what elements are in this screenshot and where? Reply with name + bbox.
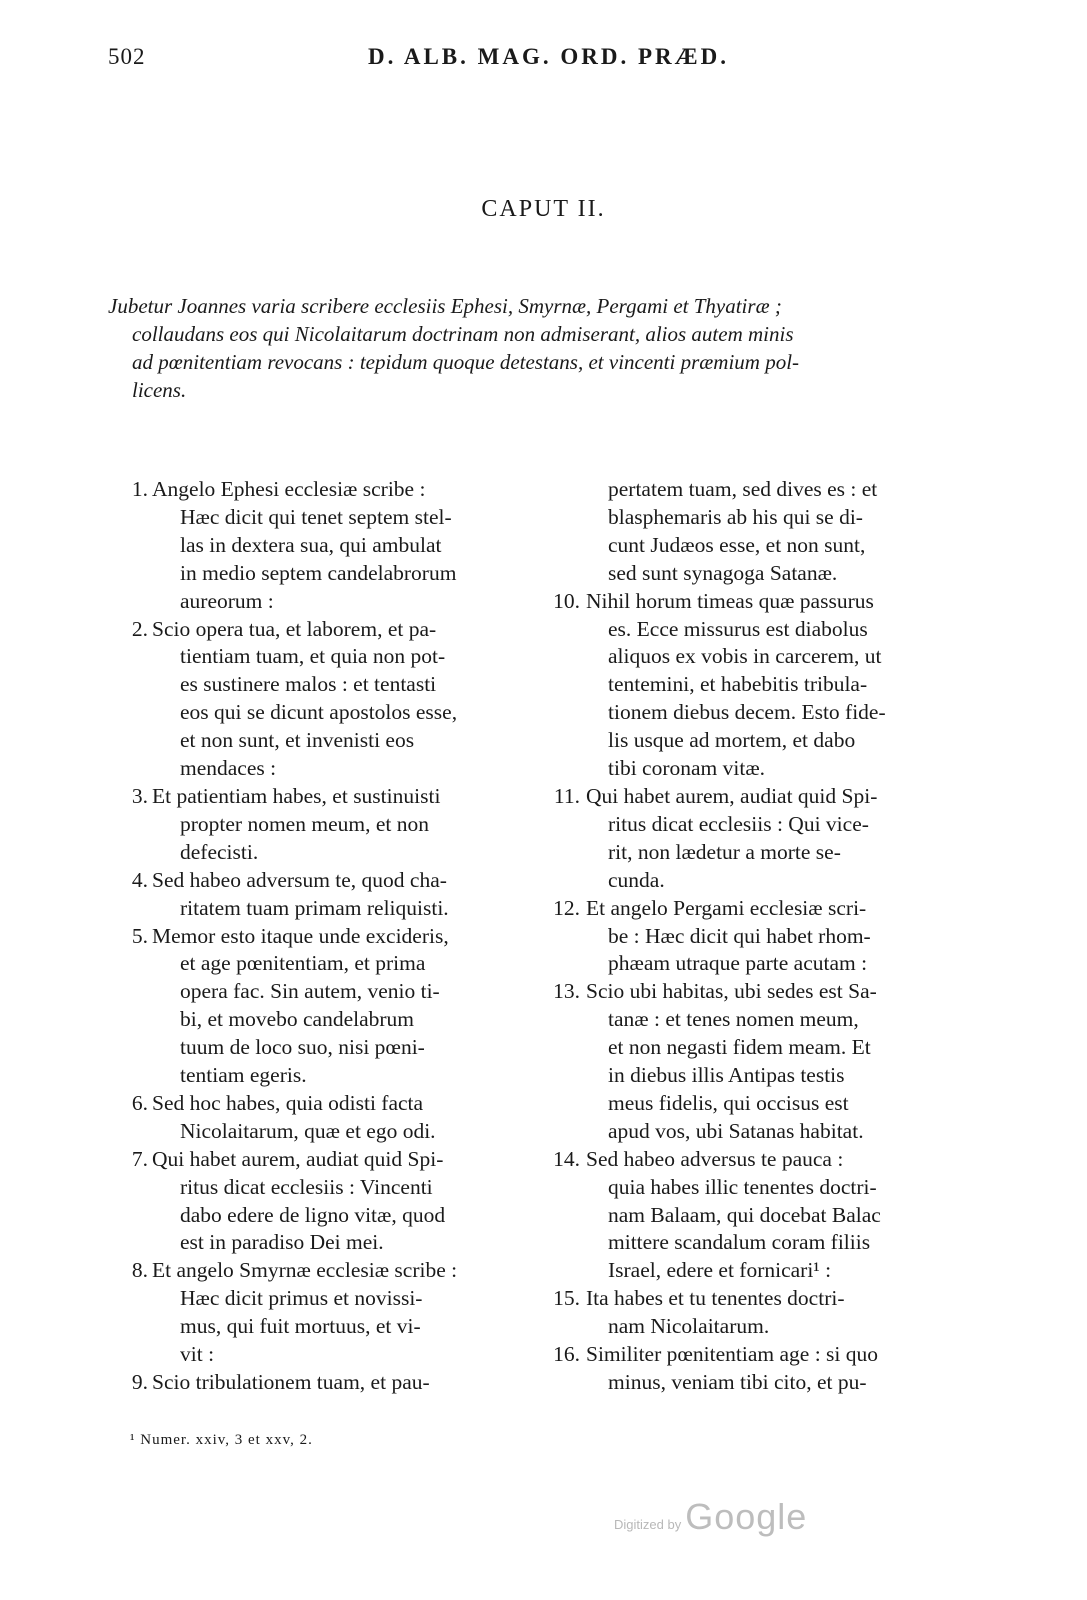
verse-text: tanæ : et tenes nomen meum, bbox=[608, 1007, 859, 1032]
verse-text: defecisti. bbox=[180, 839, 259, 864]
verse-number: 10. bbox=[553, 588, 580, 613]
verse-text: et non sunt, et invenisti eos bbox=[180, 728, 415, 753]
verse-line bbox=[118, 1146, 516, 1174]
verse-line bbox=[540, 616, 945, 644]
verse bbox=[540, 1341, 945, 1397]
digitized-by-google-watermark bbox=[614, 1496, 807, 1538]
verse-text: Scio opera tua, et laborem, et pa- bbox=[152, 616, 437, 641]
verse-number: 5. bbox=[131, 923, 148, 948]
verse-text: rit, non lædetur a morte se- bbox=[608, 839, 841, 864]
verse-text: Sed habeo adversum te, quod cha- bbox=[152, 867, 447, 892]
footnote: ¹ Numer. xxiv, 3 et xxv, 2. bbox=[130, 1432, 313, 1448]
verse bbox=[118, 1257, 516, 1369]
verse-number: 11. bbox=[553, 783, 580, 808]
running-head: D. ALB. MAG. ORD. PRÆD. bbox=[368, 44, 729, 69]
verse-text: Hæc dicit primus et novissi- bbox=[180, 1286, 423, 1311]
verse-number: 15. bbox=[553, 1286, 580, 1311]
verse-text: propter nomen meum, et non bbox=[180, 811, 429, 836]
verse-line bbox=[540, 923, 945, 951]
verse-line bbox=[118, 867, 516, 895]
verse-line bbox=[540, 504, 945, 532]
verse-text: aureorum : bbox=[180, 588, 274, 613]
verse-line bbox=[540, 1257, 945, 1285]
verse bbox=[118, 476, 516, 616]
verse-line bbox=[540, 532, 945, 560]
verse-text: Scio ubi habitas, ubi sedes est Sa- bbox=[586, 979, 877, 1004]
verse-line bbox=[118, 1174, 516, 1202]
verse-text: in medio septem candelabrorum bbox=[180, 560, 457, 585]
verse-number: 14. bbox=[553, 1146, 580, 1171]
verse-text: Et patientiam habes, et sustinuisti bbox=[152, 783, 441, 808]
summary-line: licens. bbox=[132, 378, 187, 402]
verse-text: nam Nicolaitarum. bbox=[608, 1314, 770, 1339]
verse-text: Ita habes et tu tenentes doctri- bbox=[586, 1286, 845, 1311]
verse bbox=[118, 616, 516, 783]
verse-line bbox=[540, 1034, 945, 1062]
verse-line bbox=[540, 1341, 945, 1369]
verse-line bbox=[118, 1118, 516, 1146]
verse-line bbox=[118, 532, 516, 560]
verse-line bbox=[118, 616, 516, 644]
verse-line bbox=[118, 978, 516, 1006]
verse-line bbox=[540, 1313, 945, 1341]
verse-line bbox=[118, 476, 516, 504]
verse bbox=[118, 867, 516, 923]
verse-text: tuum de loco suo, nisi pœni- bbox=[180, 1035, 425, 1060]
verse-number: 8. bbox=[131, 1258, 148, 1283]
verse bbox=[118, 783, 516, 867]
verse-text: Memor esto itaque unde excideris, bbox=[152, 923, 449, 948]
verse-line bbox=[118, 1285, 516, 1313]
verse-text: meus fidelis, qui occisus est bbox=[608, 1090, 849, 1115]
verse-line bbox=[118, 1313, 516, 1341]
verse-line bbox=[118, 1341, 516, 1369]
verse-text: opera fac. Sin autem, venio ti- bbox=[180, 979, 440, 1004]
verse-text: Similiter pœnitentiam age : si quo bbox=[586, 1342, 879, 1367]
verse-line bbox=[118, 671, 516, 699]
chapter-summary bbox=[108, 292, 948, 404]
verse-line bbox=[540, 1174, 945, 1202]
verse-line bbox=[540, 643, 945, 671]
verse-text: ritus dicat ecclesiis : Vincenti bbox=[180, 1174, 433, 1199]
verse-number: 13. bbox=[553, 979, 580, 1004]
verse-line bbox=[540, 783, 945, 811]
verse-text: phæam utraque parte acutam : bbox=[608, 951, 868, 976]
verse-line bbox=[540, 1118, 945, 1146]
verse-text: aliquos ex vobis in carcerem, ut bbox=[608, 644, 882, 669]
right-column bbox=[540, 476, 945, 1397]
verse-number: 12. bbox=[553, 895, 580, 920]
verse-line bbox=[118, 1062, 516, 1090]
verse-line bbox=[118, 783, 516, 811]
verse-text: tientiam tuam, et quia non pot- bbox=[180, 644, 446, 669]
verse-number: 1. bbox=[131, 477, 148, 501]
verse-text: mendaces : bbox=[180, 756, 277, 781]
verse-line bbox=[540, 588, 945, 616]
verse bbox=[540, 588, 945, 783]
verse-line bbox=[118, 1229, 516, 1257]
verse bbox=[540, 1146, 945, 1286]
verse-text: eos qui se dicunt apostolos esse, bbox=[180, 700, 458, 725]
verse-text: es. Ecce missurus est diabolus bbox=[608, 616, 868, 641]
verse-text: dabo edere de ligno vitæ, quod bbox=[180, 1202, 446, 1227]
verse bbox=[118, 1369, 516, 1397]
verse-text: Hæc dicit qui tenet septem stel- bbox=[180, 504, 452, 529]
verse-text: tibi coronam vitæ. bbox=[608, 756, 766, 781]
verse-line bbox=[118, 895, 516, 923]
verse-line bbox=[118, 1202, 516, 1230]
page-number: 502 bbox=[108, 44, 146, 69]
verse bbox=[540, 783, 945, 895]
verse-line bbox=[540, 560, 945, 588]
verse-text: Qui habet aurem, audiat quid Spi- bbox=[586, 783, 878, 808]
verse-text: ritatem tuam primam reliquisti. bbox=[180, 895, 449, 920]
summary-line: Jubetur Joannes varia scribere ecclesiis Ephesi, Smyrnæ, Pergami et Thyatiræ ; bbox=[108, 294, 782, 318]
verse-line bbox=[118, 1006, 516, 1034]
verse-text: lis usque ad mortem, et dabo bbox=[608, 728, 856, 753]
verse-line bbox=[118, 727, 516, 755]
left-column bbox=[118, 476, 516, 1397]
verse-text: blasphemaris ab his qui se di- bbox=[608, 504, 863, 529]
verse-line bbox=[540, 1285, 945, 1313]
verse-text: ritus dicat ecclesiis : Qui vice- bbox=[608, 811, 869, 836]
verse-line bbox=[540, 978, 945, 1006]
verse-text: minus, veniam tibi cito, et pu- bbox=[608, 1370, 867, 1394]
verse-text: be : Hæc dicit qui habet rhom- bbox=[608, 923, 871, 948]
verse-text: Scio tribulationem tuam, et pau- bbox=[152, 1370, 430, 1394]
verse-text: Angelo Ephesi ecclesiæ scribe : bbox=[152, 477, 426, 501]
verse-line bbox=[540, 671, 945, 699]
google-logo: Google bbox=[685, 1496, 808, 1537]
verse-text: tentiam egeris. bbox=[180, 1063, 307, 1088]
verse-line bbox=[118, 839, 516, 867]
verse-line bbox=[540, 699, 945, 727]
verse-line bbox=[540, 727, 945, 755]
verse-text: bi, et movebo candelabrum bbox=[180, 1007, 415, 1032]
verse-number: 4. bbox=[131, 867, 148, 892]
verse-line bbox=[540, 476, 945, 504]
verse-line bbox=[118, 950, 516, 978]
verse-text: Sed hoc habes, quia odisti facta bbox=[152, 1090, 424, 1115]
verse-text: sed sunt synagoga Satanæ. bbox=[608, 560, 838, 585]
verse-line bbox=[540, 1202, 945, 1230]
verse-line bbox=[118, 560, 516, 588]
verse-line bbox=[540, 950, 945, 978]
verse-number: 16. bbox=[553, 1342, 580, 1367]
verse-text: es sustinere malos : et tentasti bbox=[180, 672, 437, 697]
verse-text: in diebus illis Antipas testis bbox=[608, 1063, 845, 1088]
verse-line bbox=[540, 1006, 945, 1034]
verse-line bbox=[118, 1257, 516, 1285]
verse-line bbox=[540, 1062, 945, 1090]
verse-line bbox=[118, 1369, 516, 1397]
verse-number: 3. bbox=[131, 783, 148, 808]
verse bbox=[118, 1146, 516, 1258]
verse-text: apud vos, ubi Satanas habitat. bbox=[608, 1118, 864, 1143]
verse-text: Nicolaitarum, quæ et ego odi. bbox=[180, 1118, 436, 1143]
verse-number: 9. bbox=[131, 1370, 148, 1394]
verse-line bbox=[118, 1090, 516, 1118]
verse-line bbox=[118, 755, 516, 783]
verse-text: est in paradiso Dei mei. bbox=[180, 1230, 384, 1255]
watermark-small-text: Digitized by bbox=[614, 1517, 682, 1532]
verse-text: Nihil horum timeas quæ passurus bbox=[586, 588, 874, 613]
verse-text: tionem diebus decem. Esto fide- bbox=[608, 700, 886, 725]
verse-line bbox=[540, 1090, 945, 1118]
verse-line bbox=[540, 867, 945, 895]
verse-text: Et angelo Pergami ecclesiæ scri- bbox=[586, 895, 867, 920]
summary-line: collaudans eos qui Nicolaitarum doctrinam non admiserant, alios autem minis bbox=[132, 322, 794, 346]
verse-line bbox=[540, 895, 945, 923]
verse-text: tentemini, et habebitis tribula- bbox=[608, 672, 868, 697]
verse bbox=[118, 923, 516, 1090]
verse bbox=[540, 978, 945, 1145]
verse-line bbox=[118, 923, 516, 951]
verse-line bbox=[118, 699, 516, 727]
verse-text: mus, qui fuit mortuus, et vi- bbox=[180, 1314, 421, 1339]
verse-line bbox=[540, 1229, 945, 1257]
verse bbox=[540, 895, 945, 979]
verse-line bbox=[540, 839, 945, 867]
verse-number: 7. bbox=[131, 1146, 148, 1171]
verse-text: vit : bbox=[180, 1342, 215, 1367]
verse-carryover bbox=[540, 476, 945, 588]
verse bbox=[540, 1285, 945, 1341]
verse-line bbox=[118, 588, 516, 616]
verse-text: cunt Judæos esse, et non sunt, bbox=[608, 532, 866, 557]
verse-line bbox=[118, 643, 516, 671]
verse-text: mittere scandalum coram filiis bbox=[608, 1230, 871, 1255]
verse-text: nam Balaam, qui docebat Balac bbox=[608, 1202, 881, 1227]
verse-text: et age pœnitentiam, et prima bbox=[180, 951, 426, 976]
verse-line bbox=[118, 811, 516, 839]
verse-text: et non negasti fidem meam. Et bbox=[608, 1035, 871, 1060]
verse-line bbox=[118, 1034, 516, 1062]
verse-text: cunda. bbox=[608, 867, 665, 892]
verse-line bbox=[540, 755, 945, 783]
summary-line: ad pœnitentiam revocans : tepidum quoque detestans, et vincenti præmium pol- bbox=[132, 350, 800, 374]
verse-line bbox=[540, 1146, 945, 1174]
verse-text: pertatem tuam, sed dives es : et bbox=[608, 477, 878, 501]
verse-line bbox=[118, 504, 516, 532]
verse-number: 2. bbox=[131, 616, 148, 641]
verse-text: Israel, edere et fornicari¹ : bbox=[608, 1258, 832, 1283]
verse-line bbox=[540, 811, 945, 839]
verse-text: Sed habeo adversus te pauca : bbox=[586, 1146, 844, 1171]
verse-number: 6. bbox=[131, 1090, 148, 1115]
verse-text: las in dextera sua, qui ambulat bbox=[180, 532, 442, 557]
verse-text: Qui habet aurem, audiat quid Spi- bbox=[152, 1146, 444, 1171]
verse-line bbox=[540, 1369, 945, 1397]
chapter-title: CAPUT II. bbox=[481, 196, 606, 222]
verse-text: Et angelo Smyrnæ ecclesiæ scribe : bbox=[152, 1258, 458, 1283]
verse-text: quia habes illic tenentes doctri- bbox=[608, 1174, 877, 1199]
verse bbox=[118, 1090, 516, 1146]
